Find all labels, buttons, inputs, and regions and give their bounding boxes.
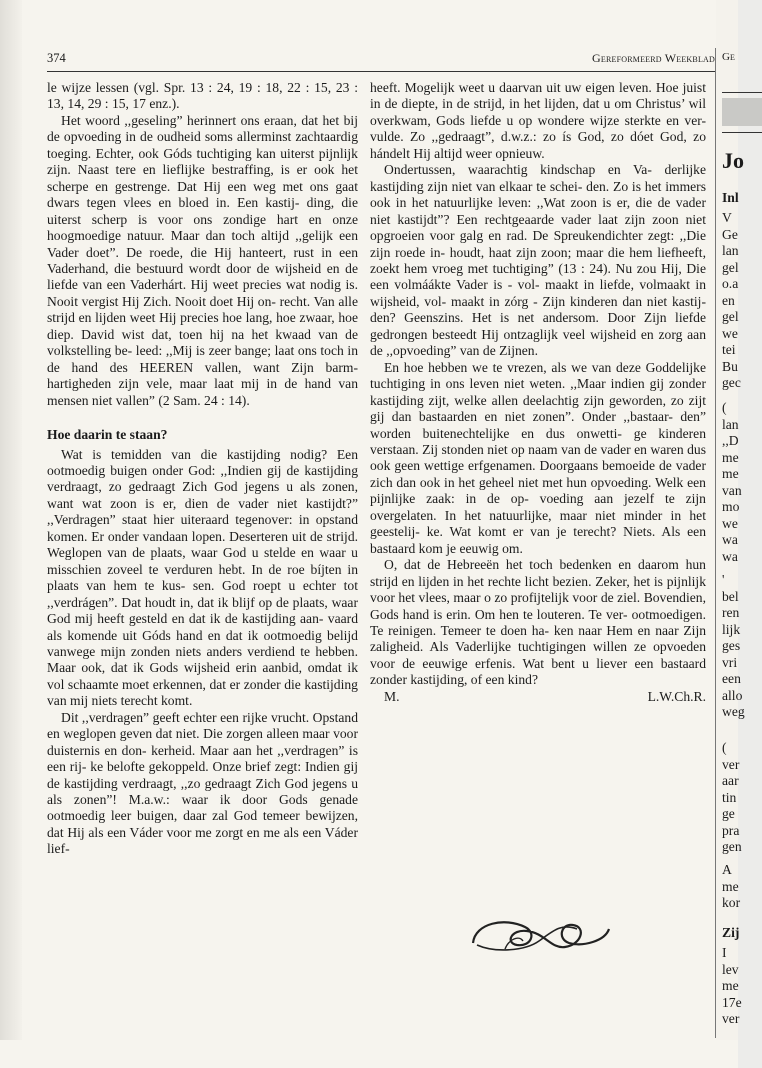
text-line: leven: ,,Wat zoon is er, die de vader niet (370, 195, 706, 227)
text-line: Gods wijsheid erin aanbid, omdat ik vol (47, 660, 358, 692)
text-line: ootmoedigen. Te reinigen. Temeer te doen ha- (370, 606, 706, 638)
text-line: schaamte moet erkennen, dat er zonder die (67, 676, 301, 692)
text-line: Er onder vandaan lopen. Deserteren uit de (91, 528, 323, 544)
text-line: bastaard kom je eeuwig om. (370, 540, 523, 556)
text-line: heeft. Mogelijk weet u daarvan uit uw eigen (370, 80, 615, 95)
next-page-edge (716, 0, 745, 1068)
text-line: bastaarden en niet zonen”. Onder ,,bastaar- (418, 409, 673, 425)
paragraph (47, 80, 358, 113)
text-line: daar zal God temeer bewijzen, dat Hij als een (47, 808, 358, 840)
text-line: ,,Maar indien gij zonder kastijding zijt, welke (370, 376, 706, 408)
text-line: van een Vaderhárt. Hij weet precies wat nodig (82, 277, 341, 293)
text-line: ke. Wat komt er van je terecht? Niets. Als een (426, 524, 706, 540)
text-line: den. Zo is het immers ook in het natuurlijke (370, 178, 706, 211)
next-page-line: ren (722, 605, 740, 620)
next-page-rule (722, 132, 762, 133)
flourish-ornament (465, 905, 615, 965)
text-line: vrucht. Opstand en weglopen geven dat niet. (47, 709, 358, 742)
subheading: Hoe daarin te staan? (47, 427, 168, 443)
text-line: derlijke kastijding zijn niet van elkaar te schei- (370, 162, 706, 194)
page-number: 374 (47, 51, 66, 65)
text-line: hartigheden zijn vele, maar laat mij in de hand (47, 376, 332, 392)
text-line: hebt. In de roe bíjten in plaats van hem te kus- (47, 561, 358, 594)
text-line: Die zorgen alleen maar voor duisternis en don- (47, 726, 359, 758)
text-line: ootmoedig belijd vanwege mijn zonden niets (47, 627, 358, 659)
next-page-line: mo (722, 499, 740, 514)
text-line: dóet God, zo hándelt Hij altijd weer opnieuw. (370, 129, 707, 161)
text-line: hart en onze hoogmoedige natuur. Maar dan (47, 211, 358, 244)
text-line: sen. God roept u echter tot ,,verdrágen”. Dat (47, 578, 359, 610)
paragraph (47, 447, 358, 710)
text-line: scherpe en gestrenge. Dat Hij een weg met ons (47, 178, 329, 194)
text-line: den? Geenszins. Het is net andersom. Door (370, 310, 636, 326)
text-line: het lijden, dat u om Christus’ wil overkwam, (370, 96, 707, 128)
paragraph (370, 162, 706, 359)
text-line: Dit ,,verdragen” geeft echter een rijke (61, 709, 268, 725)
next-page-line: ges (722, 638, 741, 653)
binding-shadow (0, 0, 22, 1068)
next-page-line: V (722, 210, 732, 225)
next-page-line: lan (722, 243, 739, 258)
next-page-line: A (722, 862, 732, 877)
next-page-line: bel (722, 589, 739, 604)
text-line: allerminst zachtaardig toeging. Echter, ook (47, 129, 358, 161)
next-page-line: lan (722, 417, 739, 432)
text-line: Een ootmoedig buigen onder God: ,,Indien gij (47, 446, 358, 478)
next-page-line: ( (722, 400, 727, 415)
text-line: maar o zo profijtelijk voor de ziel. Bovendien, (453, 590, 706, 606)
paragraph (370, 557, 706, 689)
text-line: bezien. Zeker, het is pijnlijk voor het vlees, (370, 573, 706, 606)
text-line: is. Nooit vergist Hij Zich. Nooit doet Hij on- (47, 277, 358, 309)
next-page-box (722, 98, 762, 126)
text-line: ge kinderen verstaan. Zij stonden niet op (370, 425, 706, 457)
text-line: kerheid. Maar aan het ,,verdragen” is een rij- (47, 742, 358, 775)
text-line: Vaderlijke tuchtigingen willen ze opvoeden (455, 639, 706, 655)
next-page-rule (722, 92, 762, 93)
next-page-line: ver (722, 1011, 740, 1026)
text-line: vulde. Zo ,,gedraagt”, d.w.z.: zo ís God, zo (370, 129, 624, 145)
text-line: O, dat de Hebreeën het toch bedenken en (384, 557, 632, 573)
paragraph (47, 113, 358, 409)
next-page-line: Bu (722, 359, 738, 374)
text-line: bastaard zonder kastijding, of een kind? (370, 655, 707, 688)
text-line: Váder voor me zorgt en me als een Váder lief- (47, 824, 358, 857)
next-page-line: me (722, 466, 739, 481)
text-line: naam van de vader en waren dus ook geen (370, 441, 706, 474)
paragraph (370, 360, 706, 557)
text-line: recht. Van alle strijd en lijden weet Hij precies (47, 293, 358, 326)
text-line: Wat is temidden van die kastijding nodig? (61, 446, 328, 462)
text-line: daarom hun strijd en lijden in het rechte licht (370, 557, 706, 589)
next-page-line: we (722, 326, 738, 341)
text-line: Spreukendichter zegt: ,,Die zijn roede in- (370, 228, 706, 260)
page-bottom (0, 1040, 738, 1068)
next-page-line: lev (722, 962, 739, 977)
text-line: opvoeding. Welk een pijnlijke zaak: in de op- (370, 474, 706, 507)
text-line: jegens u als zonen, want wat zoon is er, dien (47, 479, 358, 511)
text-line: Gods liefde u op wondere wijze sterkte en ver- (436, 112, 707, 128)
text-line: stelde en waar u misschien zoveel te verduren (47, 545, 358, 577)
next-page-line: me (722, 879, 739, 894)
text-line: zoon niet opgroeien voor galg en rad. De (370, 211, 706, 244)
left-paragraphs-top (47, 80, 358, 409)
text-line: hoe lang, hoe zwaar, hoe diep. David wist dat, (47, 310, 359, 342)
text-line: kastijding van mij niets terecht komt. (47, 676, 358, 709)
text-line: leed: ,,Mij is zeer bange; laat ons toch in de (47, 343, 358, 375)
page-header (47, 49, 715, 72)
next-page-line: van (722, 483, 742, 498)
next-page-line: weg (722, 704, 745, 719)
next-page-line: me (722, 450, 739, 465)
next-page-line: kor (722, 895, 741, 910)
signature-author: L.W.Ch.R. (647, 688, 706, 704)
left-paragraphs-bottom (47, 447, 358, 858)
paragraph (47, 710, 358, 858)
next-page-line: gel (722, 260, 739, 275)
text-line: voeding aan jezelf te zijn overgelaten. In het (370, 491, 706, 523)
next-page-header: Ge (722, 51, 735, 63)
running-title: Gereformeerd Weekblad (592, 51, 715, 65)
text-line: maakt in liefde, volmaakt in wijsheid, vol- (370, 277, 706, 309)
text-line: mij heeft gesteld en dat ik de kastijding aan- (74, 611, 324, 627)
next-page-line: wa (722, 549, 738, 564)
text-line: Naast tere en lieflijke bestraffing, is er ook het (77, 162, 358, 178)
next-page-line: pra (722, 823, 740, 838)
text-line: die Hij hanteert, rust in een Vaderhand, die (47, 244, 358, 276)
text-line: allen deelachtig zijn geworden, zo zijt gij dan (370, 392, 707, 425)
left-column (47, 80, 358, 858)
text-line: voor de eeuwige erfenis. Wat bent u liever een (370, 655, 654, 671)
text-line: natuurlijke, maar niet minder in het geestelij- (370, 507, 706, 540)
next-page-line: Ge (722, 227, 738, 242)
next-page-line: ' (722, 572, 725, 587)
text-line: En hoe hebben we te vrezen, als we van deze (384, 359, 641, 375)
next-page-line: me (722, 978, 739, 993)
text-line: gij de kastijding verdraagt, ,,zo gedraagt Zich (47, 759, 358, 791)
text-line: hier uiteraard tegenover: in opstand komen. (47, 512, 358, 544)
next-page-line: gec (722, 375, 741, 390)
next-page-line: Zij (722, 925, 740, 940)
text-line: Ondertussen, waarachtig kindschap en Va- (384, 162, 652, 178)
right-paragraphs (370, 80, 706, 689)
text-line: toen hij na het kwaad van de volkstelling be- (47, 326, 358, 359)
next-page-line: gel (722, 309, 739, 324)
text-line: bestuurd wordt door de wijsheid en de liefde (47, 260, 358, 293)
next-page-line: lijk (722, 622, 741, 637)
next-page-line: 17e (722, 995, 742, 1010)
next-page-line: we (722, 516, 738, 531)
right-column (370, 80, 706, 705)
text-line: ken naar Hem en naar Zijn zaligheid. Als (370, 622, 707, 655)
text-line: door Gods genade ootmoedig leer buigen, (47, 792, 358, 824)
text-line: anders verdiend te hebben. Maar ook, dat ik (47, 643, 358, 676)
signature (370, 689, 706, 705)
text-line: toch altijd ,,gelijk een Vader doet”. De roede, (47, 228, 359, 260)
text-line: Zijn liefde gedrongen besteedt Hij ontzaglijk (370, 310, 706, 342)
text-line: de kastijding verdraagt, zo gedraagt Zich God (47, 462, 358, 495)
next-page-line: ver (722, 757, 740, 772)
next-page-line: gen (722, 839, 742, 854)
text-line: Gods hand is erin. Om hen te louteren. Te ver- (370, 606, 628, 622)
text-line: wettige erfgenamen. Doorgaans bemoeide de (424, 458, 672, 474)
next-page-line: aar (722, 773, 739, 788)
text-line: dat het bij de opvoeding in de oudheid soms (47, 112, 358, 145)
next-page-line: o.a (722, 276, 739, 291)
paragraph (370, 80, 706, 162)
next-page-line: een (722, 671, 741, 686)
text-line: houdt, haat zijn zoon; maar die hem liefheeft, (449, 244, 706, 260)
next-page-line: ,,D (722, 433, 739, 448)
text-line: ke belofte gekoppeld. Onze brief zegt: Indien (90, 759, 340, 775)
text-line: le wijze lessen (vgl. Spr. 13 : 24, 19 : 18, 22 : (47, 80, 310, 95)
text-line: vaard als komende uit Góds hand en dat ik (47, 611, 358, 643)
text-line: houdt in, dat ik blijf op de plaats, waar God (47, 594, 358, 627)
text-line: ding, die uiterst scherp is voor ons zondige (47, 195, 358, 227)
text-line: Het woord ,,geseling” herinnert ons eraan, (61, 112, 297, 128)
text-line: maakt in zórg - Zijn kinderen dan niet kastij- (451, 293, 706, 309)
text-line: den” worden buitenechtelijke en dus onwetti- (370, 409, 706, 441)
next-page-line: ( (722, 740, 727, 755)
next-page-line: allo (722, 688, 743, 703)
next-page-line: en (722, 293, 735, 308)
text-line: gaat dwars tegen vlees en bloed in. Een kastij- (47, 178, 358, 211)
text-line: hand des HEEREN vallen, want Zijn barm- (71, 359, 358, 375)
text-line: van mensen niet vallen” (2 Sam. 24 : 14). (47, 376, 358, 408)
text-line: de vader niet kastijdt?” ,,Verdragen” staat (47, 495, 358, 528)
next-page-line: Jo (722, 148, 744, 173)
next-page-line: Inl (722, 190, 739, 205)
text-line: Góds tuchtiging kan uiterst pijnlijk zijn. (47, 145, 358, 178)
text-line: vader zich dan ook in het geheel niet met hun (370, 458, 706, 490)
text-line: de Zijnen. (482, 343, 539, 359)
next-page-line: ge (722, 806, 735, 821)
next-page-line: tin (722, 790, 737, 805)
next-page-line: tei (722, 342, 736, 357)
text-line: veel wijsheid en zorg aan de ,,opvoeding” van (370, 326, 707, 359)
next-page-line: vri (722, 655, 738, 670)
signature-initial: M. (384, 688, 400, 704)
text-line: strijd. Weglopen van de plaats, waar God u (47, 528, 359, 561)
next-page-line: I (722, 945, 727, 960)
text-line: zoekt hem vroeg met tuchtiging” (13 : 24). Nu (370, 260, 633, 276)
text-line: Goddelijke tuchtiging in ons leven niet weten. (370, 359, 706, 392)
text-line: God jegens u als zonen”! M.a.w.: waar ik (47, 775, 358, 808)
text-line: zou Hij, Die een volmáákte Vader is - vol- (370, 260, 706, 293)
text-line: kastijdt”? Een rechtgeaarde vader laat zijn (397, 211, 646, 227)
text-line: leven. Hoe juist in de diepte, in de strijd, in (370, 80, 706, 112)
text-line: 15, 23 : 13, 14, 29 : 15, 17 enz.). (47, 80, 358, 112)
next-page-line: wa (722, 532, 738, 547)
